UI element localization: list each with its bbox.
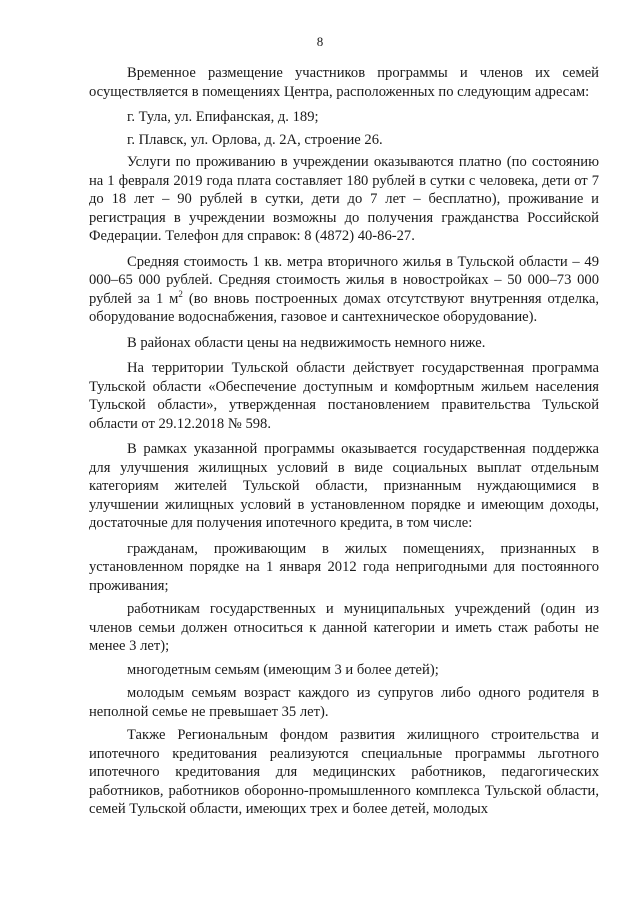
- paragraph-program-support: В рамках указанной программы оказывается государственная поддержка для улучшения жилищных условий в виде социальных выплат отдельным категориям жителей Тульской области, признанным нуждающимися в улучшении жилищных условий в установленном порядке и имеющим доходы, достаточные для получения ипотечного кредита, в том числе:: [89, 441, 599, 531]
- page-number: 8: [316, 34, 324, 49]
- list-item-young-families: молодым семьям возраст каждого из супругов либо одного родителя в неполной семье не превышает 35 лет).: [89, 685, 599, 720]
- list-item-large-families: многодетным семьям (имеющим 3 и более детей);: [127, 661, 439, 678]
- paragraph-accommodation-fees: Услуги по проживанию в учреждении оказываются платно (по состоянию на 1 февраля 2019 года плата составляет 180 рублей в сутки с человека, дети от 7 до 18 лет – 90 рублей в сутки, дети до 7 лет – бесплатно), проживание и регистрация в учреждении возможны до получения гражданства Российской Федерации. Телефон для справок: 8 (4872) 40-86-27.: [89, 154, 599, 244]
- paragraph-state-program: На территории Тульской области действует государственная программа Тульской области «Обеспечение доступным и комфортным жильем населения Тульской области», утвержденная постановлением правительства Тульской области от 29.12.2018 № 598.: [89, 360, 599, 432]
- superscript: 2: [178, 288, 183, 299]
- paragraph-temporary-accommodation: Временное размещение участников программы и членов их семей осуществляется в помещениях Центра, расположенных по следующим адресам:: [89, 65, 599, 100]
- document-body: [89, 64, 599, 826]
- paragraph-housing-cost: [89, 253, 599, 327]
- paragraph-regional-fund: Также Региональным фондом развития жилищного строительства и ипотечного кредитования реализуются специальные программы льготного ипотечного кредитования для медицинских работников, педагогических работников, работников оборонно-промышленного комплекса Тульской области, семей Тульской области, имеющих трех и более детей, молодых: [89, 727, 599, 817]
- list-item-public-employees: работникам государственных и муниципальных учреждений (один из членов семьи должен относиться к данной категории и иметь стаж работы не менее 3 лет);: [89, 601, 599, 654]
- list-item-unfit-housing: гражданам, проживающим в жилых помещениях, признанных в установленном порядке на 1 января 2012 года непригодными для постоянного проживания;: [89, 540, 599, 594]
- paragraph-district-prices: В районах области цены на недвижимость немного ниже.: [127, 334, 486, 351]
- housing-cost-text-cont: (во вновь построенных домах отсутствуют внутренняя отделка, оборудование водоснабжения, газовое и сантехническое оборудование).: [89, 290, 599, 325]
- address-plavsk: г. Плавск, ул. Орлова, д. 2А, строение 26.: [127, 131, 383, 148]
- housing-cost-text: Средняя стоимость 1 кв. метра вторичного жилья в Тульской области – 49 000–65 000 рублей. Средняя стоимость жилья в новостройках – 50 000–73 000 рублей за 1 м: [89, 253, 599, 307]
- address-tula: г. Тула, ул. Епифанская, д. 189;: [127, 109, 319, 125]
